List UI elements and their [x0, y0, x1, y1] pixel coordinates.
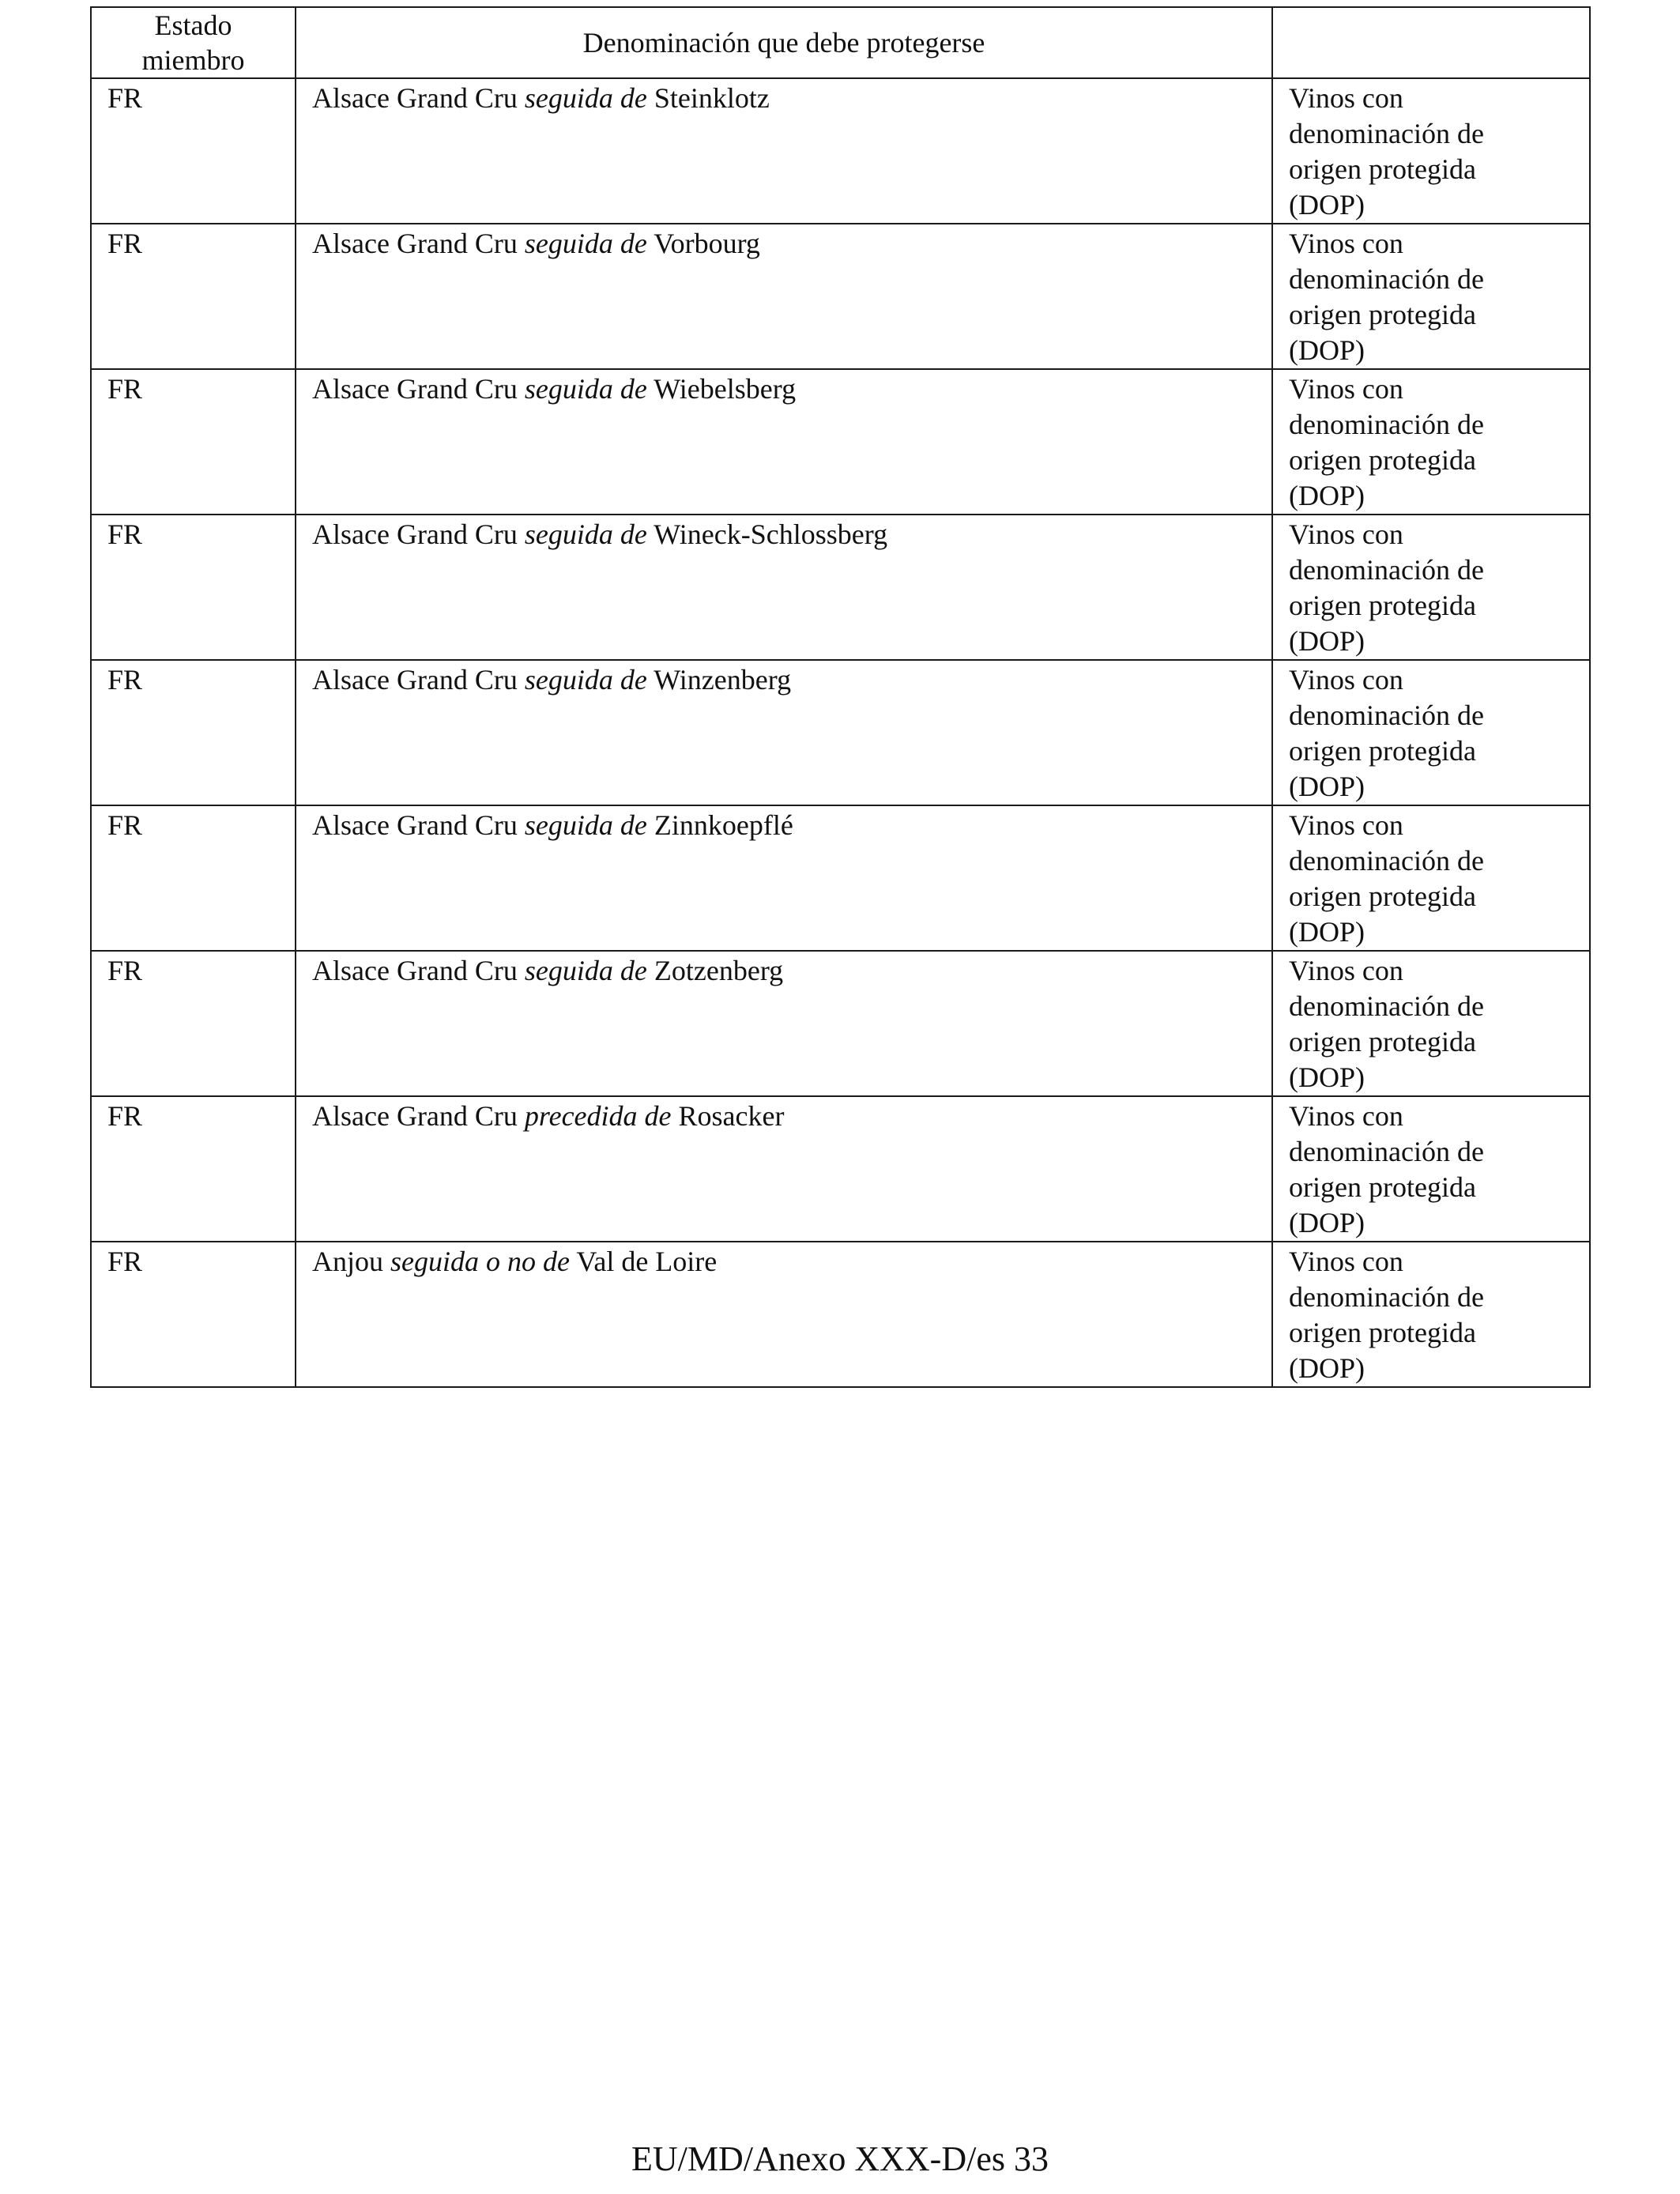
category-line: origen protegida [1289, 590, 1476, 621]
denomination-qualifier: seguida de [524, 809, 647, 841]
table-row [91, 1096, 1590, 1242]
denomination-cell [296, 515, 1272, 660]
denomination-suffix: Zotzenberg [654, 955, 784, 986]
category-line: Vinos con [1289, 373, 1403, 405]
denomination-cell [296, 78, 1272, 224]
denomination-prefix: Alsace Grand Cru [312, 955, 518, 986]
header-member-state-line-2: miembro [141, 44, 245, 76]
category-cell [1272, 1242, 1590, 1387]
header-member-state-line-1: Estado [154, 9, 232, 41]
denomination-cell [296, 1096, 1272, 1242]
category-line: (DOP) [1289, 916, 1365, 948]
category-line: (DOP) [1289, 189, 1365, 221]
denomination-qualifier: seguida de [524, 228, 647, 259]
category-line: Vinos con [1289, 1246, 1403, 1277]
table-header-row [91, 7, 1590, 78]
category-line: Vinos con [1289, 518, 1403, 550]
category-line: denominación de [1289, 990, 1484, 1022]
category-line: (DOP) [1289, 625, 1365, 657]
table-row [91, 369, 1590, 515]
denomination-qualifier: seguida de [524, 664, 647, 696]
table-row [91, 515, 1590, 660]
denomination-qualifier: seguida de [524, 518, 647, 550]
category-cell [1272, 224, 1590, 369]
denomination-prefix: Alsace Grand Cru [312, 373, 518, 405]
category-line: denominación de [1289, 409, 1484, 440]
category-cell [1272, 805, 1590, 951]
denomination-suffix: Val de Loire [576, 1246, 718, 1277]
member-state-cell: FR [91, 1242, 296, 1387]
denomination-prefix: Alsace Grand Cru [312, 1100, 518, 1132]
denomination-cell [296, 660, 1272, 805]
member-state-cell: FR [91, 224, 296, 369]
category-cell [1272, 660, 1590, 805]
denomination-qualifier: seguida de [524, 373, 647, 405]
category-line: Vinos con [1289, 1100, 1403, 1132]
member-state-cell: FR [91, 369, 296, 515]
table-row [91, 951, 1590, 1096]
category-line: denominación de [1289, 118, 1484, 149]
denomination-prefix: Alsace Grand Cru [312, 518, 518, 550]
category-line: denominación de [1289, 1136, 1484, 1167]
table-row [91, 78, 1590, 224]
denomination-suffix: Wiebelsberg [654, 373, 797, 405]
category-line: origen protegida [1289, 1171, 1476, 1203]
denomination-prefix: Anjou [312, 1246, 383, 1277]
category-line: (DOP) [1289, 1061, 1365, 1093]
denomination-prefix: Alsace Grand Cru [312, 664, 518, 696]
denomination-qualifier: seguida o no de [390, 1246, 570, 1277]
category-line: (DOP) [1289, 1352, 1365, 1384]
denomination-suffix: Vorbourg [654, 228, 760, 259]
header-category [1272, 7, 1590, 78]
denomination-qualifier: seguida de [524, 955, 647, 986]
category-cell [1272, 515, 1590, 660]
category-line: origen protegida [1289, 153, 1476, 185]
category-line: denominación de [1289, 699, 1484, 731]
member-state-cell: FR [91, 1096, 296, 1242]
page-footer-reference: EU/MD/Anexo XXX-D/es 33 [631, 2139, 1049, 2178]
member-state-cell: FR [91, 805, 296, 951]
member-state-cell: FR [91, 78, 296, 224]
member-state-cell: FR [91, 660, 296, 805]
category-cell [1272, 369, 1590, 515]
denomination-prefix: Alsace Grand Cru [312, 228, 518, 259]
category-line: denominación de [1289, 845, 1484, 876]
denomination-qualifier: precedida de [524, 1100, 672, 1132]
category-line: (DOP) [1289, 334, 1365, 366]
category-line: denominación de [1289, 1281, 1484, 1313]
member-state-cell: FR [91, 515, 296, 660]
gi-table [90, 6, 1591, 1388]
table-row [91, 660, 1590, 805]
category-line: origen protegida [1289, 1026, 1476, 1057]
header-member-state [91, 7, 296, 78]
category-line: origen protegida [1289, 299, 1476, 330]
denomination-suffix: Rosacker [678, 1100, 785, 1132]
category-cell [1272, 951, 1590, 1096]
category-line: Vinos con [1289, 82, 1403, 114]
category-line: Vinos con [1289, 228, 1403, 259]
category-line: origen protegida [1289, 735, 1476, 767]
table-row [91, 224, 1590, 369]
category-line: (DOP) [1289, 771, 1365, 802]
denomination-suffix: Winzenberg [654, 664, 792, 696]
category-line: Vinos con [1289, 809, 1403, 841]
category-line: origen protegida [1289, 880, 1476, 912]
category-line: Vinos con [1289, 955, 1403, 986]
category-line: Vinos con [1289, 664, 1403, 696]
denomination-cell [296, 1242, 1272, 1387]
denomination-cell [296, 805, 1272, 951]
denomination-prefix: Alsace Grand Cru [312, 82, 518, 114]
denomination-cell [296, 224, 1272, 369]
table-row [91, 1242, 1590, 1387]
table-body [91, 78, 1590, 1387]
category-cell [1272, 1096, 1590, 1242]
category-line: (DOP) [1289, 1207, 1365, 1238]
category-line: denominación de [1289, 554, 1484, 586]
denomination-prefix: Alsace Grand Cru [312, 809, 518, 841]
member-state-cell: FR [91, 951, 296, 1096]
table-row [91, 805, 1590, 951]
denomination-suffix: Steinklotz [654, 82, 770, 114]
denomination-qualifier: seguida de [524, 82, 647, 114]
category-line: origen protegida [1289, 1317, 1476, 1348]
category-cell [1272, 78, 1590, 224]
category-line: denominación de [1289, 263, 1484, 295]
denomination-cell [296, 951, 1272, 1096]
denomination-cell [296, 369, 1272, 515]
category-line: (DOP) [1289, 480, 1365, 511]
category-line: origen protegida [1289, 444, 1476, 476]
header-denomination-label: Denominación que debe protegerse [582, 27, 985, 58]
header-denomination [296, 7, 1272, 78]
denomination-suffix: Zinnkoepflé [654, 809, 793, 841]
denomination-suffix: Wineck-Schlossberg [654, 518, 888, 550]
